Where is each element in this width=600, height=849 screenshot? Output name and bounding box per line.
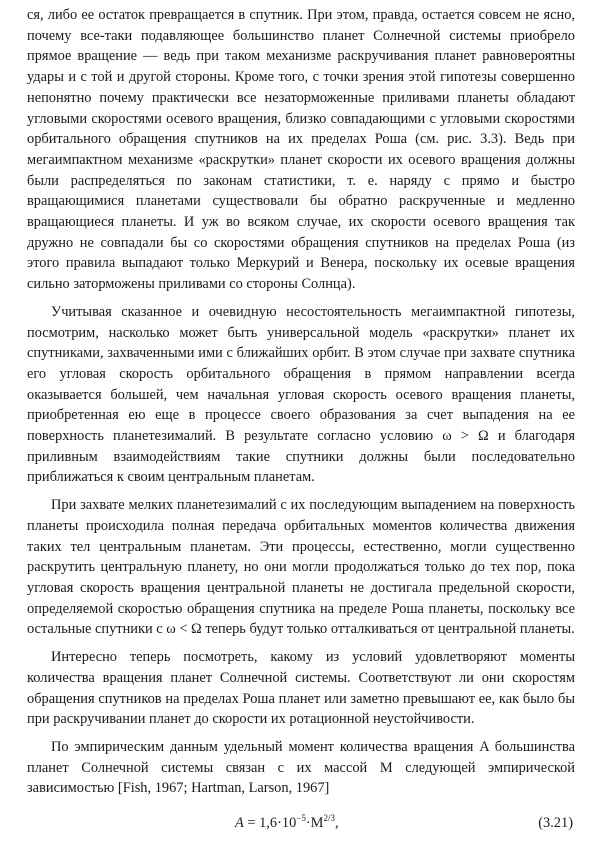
formula-exponent-1: −5 (296, 813, 306, 824)
page-body (27, 5, 575, 835)
paragraph-5: По эмпирическим данным удельный момент количества вращения A большинства планет Солнечной системы связан с их массой M следующей эмпирической зависимостью [Fish, 1967; Hartman, Larson, 1967] (27, 738, 575, 797)
formula-exponent-2: 2/3 (323, 813, 335, 824)
paragraph-2: Учитывая сказанное и очевидную несостоятельность мегаимпактной гипотезы, посмотрим, насколько может быть универсальной модель «раскрутки» планет их спутниками, захваченными ими с ближайших орбит. В этом случае при захвате спутника его угловая скорость орбитального обращения в прямом направлении всегда оказывается большей, чем начальная угловая скорость осевого вращения планеты, приобретенная ею еще в процессе своего образования за счет выпадения на ее поверхность планетезималий. В результате согласно условию ω > Ω и благодаря приливным взаимодействиям такие спутники должны были последовательно приближаться к своим центральным планетам. (27, 303, 575, 486)
paragraph-1: ся, либо ее остаток превращается в спутник. При этом, правда, остается совсем не ясно, почему все-таки подавляющее большинство планет Солнечной системы приобрело прямое вращение — ведь при таком механизме раскручивания планет равновероятны удары и с той и другой стороны. Кроме того, с точки зрения этой гипотезы совершенно непонятно почему практически все незаторможенные приливами планеты обладают угловыми скоростями осевого вращения, близко совпадающими с угловыми скоростями орбитального обращения спутников на их пределах Роша (см. рис. 3.3). Ведь при мегаимпактном механизме «раскрутки» планет скорости их осевого вращения должны были распределяться по законам статистики, т. е. наряду с прямо и быстро вращающимися планетами существовали бы обратно раскрученные и медленно вращающиеся планеты. И уж во всяком случае, их скорости осевого вращения так дружно не совпадали бы со скоростями обращения спутников на пределах Роша (из этого правила выпадают только Меркурий и Венера, поскольку их осевые вращения сильно заторможены приливами со стороны Солнца). (27, 7, 575, 293)
paragraph-4: Интересно теперь посмотреть, какому из условий удовлетворяют моменты количества вращения планет Солнечной системы. Соответствуют ли они скоростям обращения спутников на пределах Роша планет или заметно превышают ее, как было бы при раскручивании планет до скорости их ротационной неустойчивости. (27, 649, 575, 728)
equation-3-21 (27, 813, 575, 835)
equation-formula (235, 813, 339, 834)
formula-tail: , (334, 815, 339, 832)
paragraph-3: При захвате мелких планетезималий с их последующим выпадением на поверхность планеты происходила полная передача орбитальных моментов количества движения таких тел центральным планетам. Эти процессы, естественно, могли существенно раскрутить центральную планету, но они могли продолжаться только до тех пор, пока угловая скорость вращения центральной планеты не достигала предельной скорости, определяемой скоростью обращения спутника на пределе Роша планеты, поскольку все остальные спутники с ω < Ω теперь будут только отталкиваться от центральной планеты. (27, 497, 575, 638)
formula-lhs: A (235, 815, 244, 832)
formula-coefficient: = 1,6·10 (243, 815, 297, 832)
formula-mass: ·M (305, 815, 324, 832)
equation-number: (3.21) (538, 815, 573, 832)
